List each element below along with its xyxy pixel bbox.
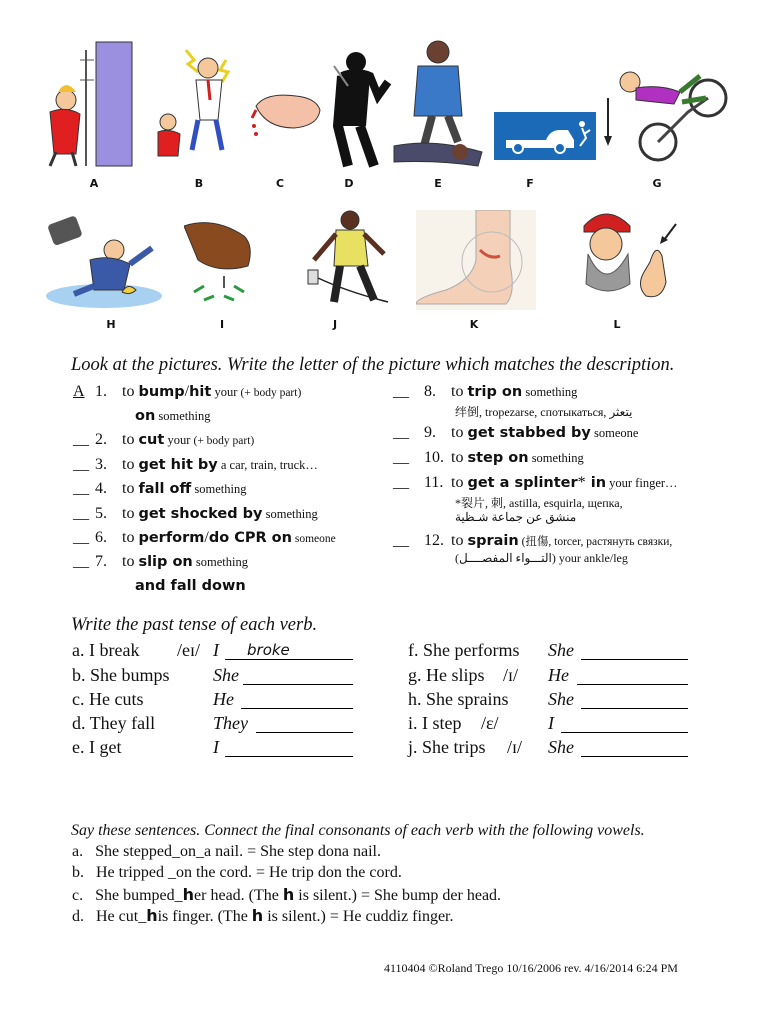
verb-row-a-pron: /eɪ/	[177, 640, 200, 660]
verb-row-a-subject: I	[213, 640, 219, 660]
verb-row-i-pron: /ɛ/	[481, 713, 499, 733]
verb-row-c: c. He cuts	[72, 689, 144, 709]
matching-item-11-translations-arabic: منشق عن جماعة شـظية	[455, 510, 577, 524]
answer-field-h[interactable]	[581, 690, 688, 709]
picture-d-illustration	[312, 46, 392, 171]
picture-label-k: K	[469, 318, 479, 331]
answer-blank[interactable]: __	[393, 532, 409, 549]
verb-row-h: h. She sprains	[408, 689, 509, 709]
matching-item-10: __ 10. to step on something	[393, 449, 584, 466]
verb-row-b: b. She bumps	[72, 665, 170, 685]
answer-field-e[interactable]	[225, 738, 353, 757]
answer-field-b[interactable]	[243, 666, 353, 685]
verb-row-f-subject: She	[548, 640, 574, 660]
answer-blank[interactable]: __	[73, 553, 89, 570]
answer-field-d[interactable]	[256, 714, 353, 733]
matching-item-12: __ 12. to sprain (扭傷, torcer, растянуть связки,	[393, 532, 673, 549]
verb-row-g: g. He slips	[408, 665, 485, 685]
matching-item-1-line2: on something	[135, 408, 211, 424]
answer-field-i[interactable]	[561, 714, 688, 733]
matching-item-6: __ 6. to perform/do CPR on someone	[73, 529, 336, 546]
matching-item-8-translations: 绊倒, tropezarse, спотыкаться, يتعثر	[455, 405, 633, 419]
verb-row-e-subject: I	[213, 737, 219, 757]
verb-row-h-subject: She	[548, 689, 574, 709]
picture-label-g: G	[652, 177, 662, 190]
answer-field-j[interactable]	[581, 738, 688, 757]
answer-blank[interactable]: __	[73, 529, 89, 546]
say-line-b: b. He tripped _on the cord. = He trip don the cord.	[72, 864, 402, 881]
say-line-d: d. He cut_his finger. (The h is silent.) = He cuddiz finger.	[72, 906, 454, 925]
picture-h-illustration	[44, 216, 169, 311]
picture-f-illustration	[494, 112, 596, 160]
past-tense-instruction: Write the past tense of each verb.	[71, 615, 318, 635]
verb-row-b-subject: She	[213, 665, 239, 685]
answer-field-f[interactable]	[581, 641, 688, 660]
footer-copyright: 4110404 ©Roland Trego 10/16/2006 rev. 4/16/2014 6:24 PM	[384, 961, 678, 975]
picture-a-illustration	[36, 40, 136, 170]
verb-row-i: i. I step	[408, 713, 462, 733]
matching-item-2: __ 2. to cut your (+ body part)	[73, 431, 255, 448]
verb-row-g-subject: He	[548, 665, 569, 685]
matching-item-4: __ 4. to fall off something	[73, 480, 247, 497]
verb-row-d: d. They fall	[72, 713, 156, 733]
answer-blank[interactable]: __	[73, 431, 89, 448]
picture-label-a: A	[89, 177, 99, 190]
answer-field-g[interactable]	[577, 666, 688, 685]
matching-item-3: __ 3. to get hit by a car, train, truck…	[73, 456, 318, 473]
matching-item-11-translations: *裂片, 刺, astilla, esquirla, щепка,	[455, 496, 623, 510]
say-line-a: a. She stepped_on_a nail. = She step dona nail.	[72, 843, 381, 860]
verb-row-a: a. I break	[72, 640, 140, 660]
answer-field-a[interactable]: broke	[225, 641, 353, 660]
answer-blank[interactable]: __	[393, 474, 409, 491]
matching-item-12-translations: (التـــواء المفصــــل) your ankle/leg	[455, 551, 628, 565]
answer-blank[interactable]: __	[73, 456, 89, 473]
answer-blank[interactable]: __	[73, 480, 89, 497]
matching-item-9: __ 9. to get stabbed by someone	[393, 424, 639, 441]
verb-row-c-subject: He	[213, 689, 234, 709]
answer-blank[interactable]: A	[73, 383, 85, 400]
matching-item-1: A 1. to bump/hit your (+ body part)	[73, 383, 302, 400]
matching-item-8: __ 8. to trip on something	[393, 383, 578, 400]
picture-label-c: C	[275, 177, 285, 190]
verb-row-f: f. She performs	[408, 640, 520, 660]
verb-row-j-subject: She	[548, 737, 574, 757]
picture-l-illustration	[576, 202, 686, 312]
matching-item-7-line2: and fall down	[135, 578, 246, 594]
verb-row-e: e. I get	[72, 737, 122, 757]
matching-item-11: __ 11. to get a splinter* in your finger…	[393, 474, 678, 491]
picture-label-h: H	[106, 318, 116, 331]
answer-blank[interactable]: __	[393, 383, 409, 400]
picture-label-f: F	[526, 177, 534, 190]
picture-label-d: D	[344, 177, 354, 190]
picture-gallery	[36, 36, 736, 336]
picture-label-j: J	[332, 318, 338, 331]
say-instruction: Say these sentences. Connect the final consonants of each verb with the following vowels.	[71, 822, 645, 839]
verb-row-j: j. She trips	[408, 737, 486, 757]
verb-row-j-pron: /ɪ/	[507, 737, 523, 757]
verb-row-g-pron: /ɪ/	[503, 665, 519, 685]
answer-field-c[interactable]	[241, 690, 353, 709]
picture-i-illustration	[184, 216, 259, 306]
picture-k-illustration	[416, 210, 536, 310]
answer-blank[interactable]: __	[73, 505, 89, 522]
picture-b-illustration	[146, 40, 246, 170]
matching-instruction: Look at the pictures. Write the letter of the picture which matches the description.	[71, 355, 675, 375]
answer-blank[interactable]: __	[393, 424, 409, 441]
verb-row-i-subject: I	[548, 713, 554, 733]
matching-item-7: __ 7. to slip on something	[73, 553, 248, 570]
picture-label-e: E	[434, 177, 442, 190]
picture-label-b: B	[194, 177, 204, 190]
picture-e-illustration	[388, 36, 488, 171]
matching-item-5: __ 5. to get shocked by something	[73, 505, 318, 522]
say-line-c: c. She bumped_her head. (The h is silent.) = She bump der head.	[72, 885, 502, 904]
verb-row-d-subject: They	[213, 713, 248, 733]
picture-j-illustration	[300, 208, 395, 308]
picture-label-l: L	[613, 318, 621, 331]
picture-g-illustration	[602, 58, 732, 168]
answer-blank[interactable]: __	[393, 449, 409, 466]
picture-label-i: I	[219, 318, 225, 331]
